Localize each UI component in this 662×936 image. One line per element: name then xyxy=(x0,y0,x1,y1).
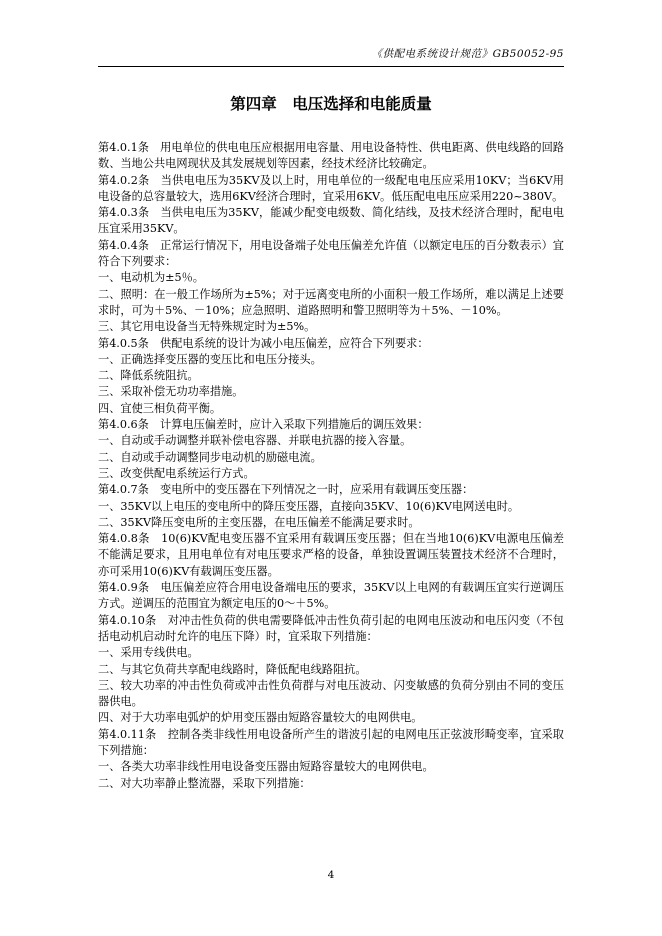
list-item: 四、宜使三相负荷平衡。 xyxy=(98,401,222,415)
paragraph-4-0-4: 第4.0.4条 正常运行情况下，用电设备端子处电压偏差允许值（以额定电压的百分数表示）宜符合下列要求： xyxy=(98,238,564,269)
list-item: 四、对于大功率电弧炉的炉用变压器由短路容量较大的电网供电。 xyxy=(98,711,423,725)
list-item: 三、其它用电设备当无特殊规定时为±5%。 xyxy=(98,320,316,334)
paragraph-4-0-1: 第4.0.1条 用电单位的供电电压应根据用电容量、用电设备特性、供电距离、供电线路的回路数、当地公共电网现状及其发展规划等因素，经技术经济比较确定。 xyxy=(98,141,564,171)
list-item: 一、各类大功率非线性用电设备变压器由短路容量较大的电网供电。 xyxy=(98,760,434,774)
paragraph-4-0-6: 第4.0.6条 计算电压偏差时，应计入采取下列措施后的调压效果： xyxy=(98,418,429,432)
running-header xyxy=(98,46,564,67)
list-item: 一、35KV以上电压的变电所中的降压变压器，直接向35KV、10(6)KV电网送电时。 xyxy=(98,499,520,513)
running-title: 《供配电系统设计规范》GB50052-95 xyxy=(371,48,564,60)
list-item: 二、照明：在一般工作场所为±5%；对于远离变电所的小面积一般工作场所，难以满足上述要求时，可为＋5%、－10%；应急照明、道路照明和警卫照明等为＋5%、－10%。 xyxy=(98,287,564,317)
list-item: 一、电动机为±5％。 xyxy=(98,271,204,285)
list-item: 一、采用专线供电。 xyxy=(98,646,199,660)
paragraph-4-0-8: 第4.0.8条 10(6)KV配电变压器不宜采用有载调压变压器；但在当地10(6)KV电源电压偏差不能满足要求，且用电单位有对电压要求严格的设备，单独设置调压装置技术经济不合理时，亦可采用10(6)KV有载调压变压器。 xyxy=(98,532,564,578)
paragraph-4-0-11: 第4.0.11条 控制各类非线性用电设备所产生的谐波引起的电网电压正弦波形畸变率，宜采取下列措施： xyxy=(98,727,564,757)
list-item: 二、35KV降压变电所的主变压器，在电压偏差不能满足要求时。 xyxy=(98,515,420,529)
paragraph-4-0-10: 第4.0.10条 对冲击性负荷的供电需要降低冲击性负荷引起的电网电压波动和电压闪变（不包括电动机启动时允许的电压下降）时，宜采取下列措施： xyxy=(98,613,564,643)
list-item: 二、自动或手动调整同步电动机的励磁电流。 xyxy=(98,450,322,464)
list-item: 三、较大功率的冲击性负荷或冲击性负荷群与对电压波动、闪变敏感的负荷分别由不同的变压器供电。 xyxy=(98,678,564,709)
list-item: 三、采取补偿无功功率措施。 xyxy=(98,385,244,399)
paragraph-4-0-2: 第4.0.2条 当供电电压为35KV及以上时，用电单位的一级配电电压应采用10KV；当6KV用电设备的总容量较大，选用6KV经济合理时，宜采用6KV。低压配电电压应采用220~380V。 xyxy=(98,173,564,203)
list-item: 三、改变供配电系统运行方式。 xyxy=(98,466,255,480)
list-item: 二、降低系统阻抗。 xyxy=(98,369,199,383)
page-number: 4 xyxy=(327,869,335,881)
list-item: 一、正确选择变压器的变压比和电压分接头。 xyxy=(98,352,322,366)
paragraph-4-0-9: 第4.0.9条 电压偏差应符合用电设备端电压的要求，35KV以上电网的有载调压宜实行逆调压方式。逆调压的范围宜为额定电压的0～＋5%。 xyxy=(98,581,564,611)
paragraph-4-0-3: 第4.0.3条 当供电电压为35KV，能减少配变电级数、简化结线，及技术经济合理时，配电电压宜采用35KV。 xyxy=(98,206,564,236)
list-item: 二、与其它负荷共享配电线路时，降低配电线路阻抗。 xyxy=(98,662,367,676)
chapter-title: 第四章 电压选择和电能质量 xyxy=(230,95,432,113)
body-text xyxy=(98,140,564,792)
list-item: 二、对大功率静止整流器，采取下列措施： xyxy=(98,776,311,790)
paragraph-4-0-7: 第4.0.7条 变电所中的变压器在下列情况之一时，应采用有载调压变压器： xyxy=(98,483,474,497)
list-item: 一、自动或手动调整并联补偿电容器、并联电抗器的接入容量。 xyxy=(98,434,412,448)
paragraph-4-0-5: 第4.0.5条 供配电系统的设计为减小电压偏差，应符合下列要求： xyxy=(98,336,429,350)
